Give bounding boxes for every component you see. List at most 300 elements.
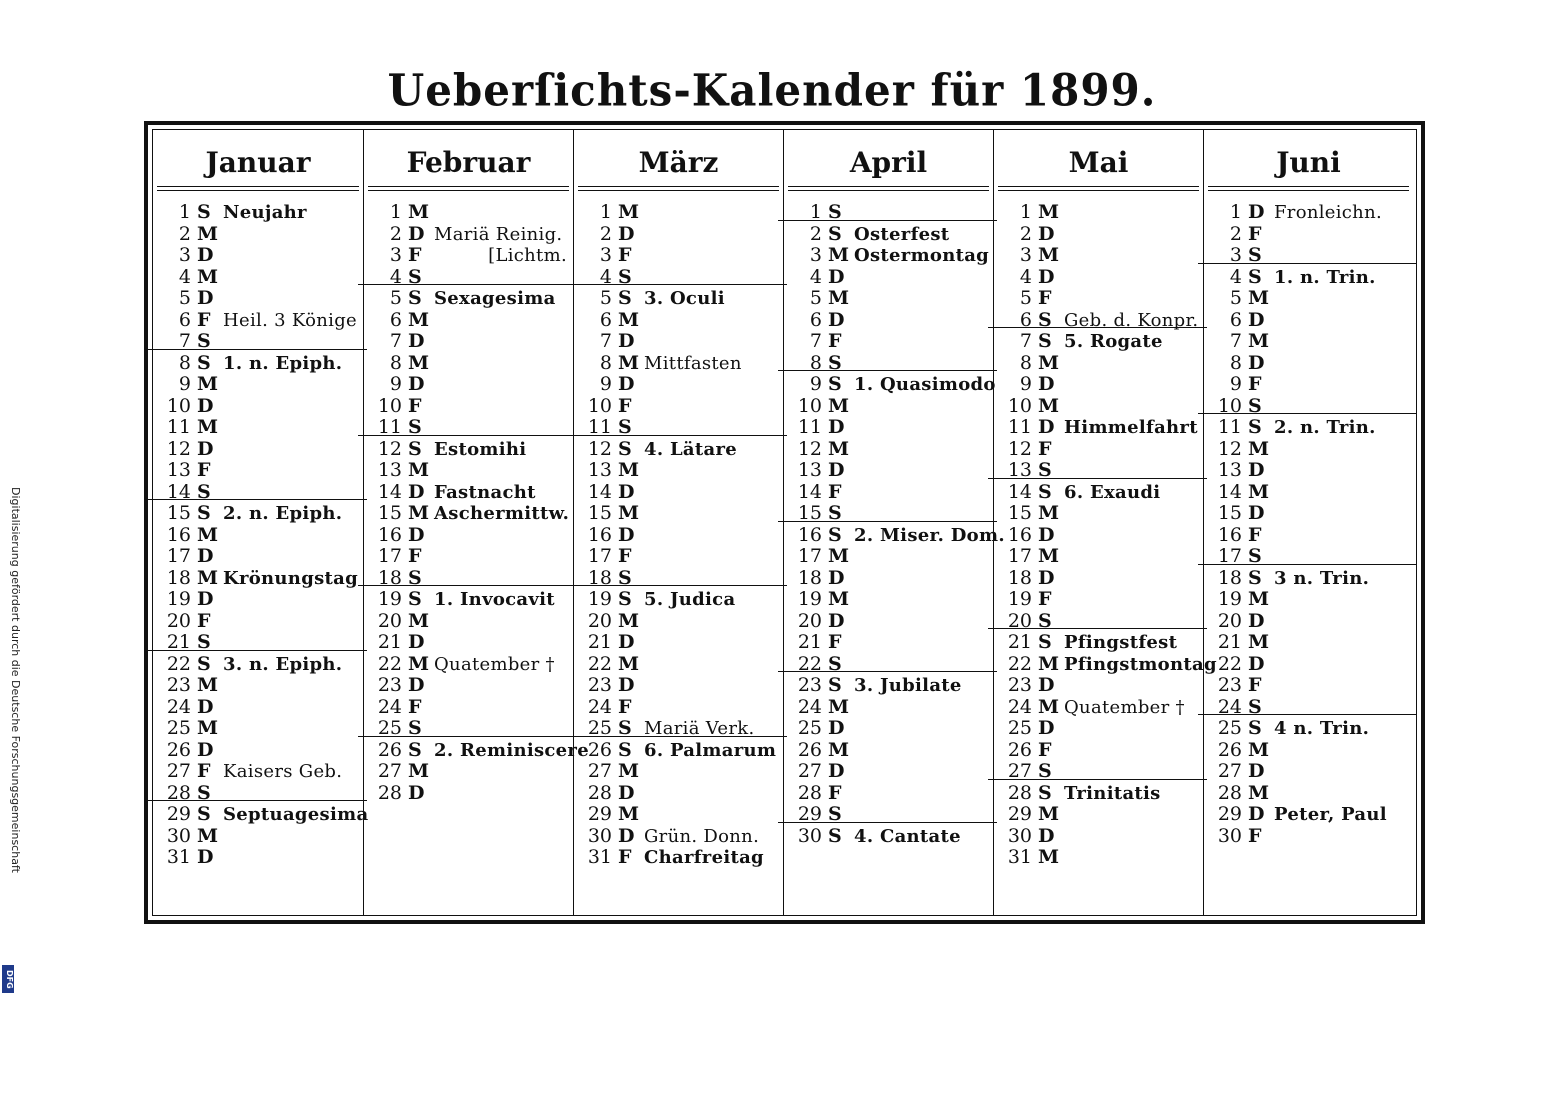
day-row: [574, 374, 783, 396]
weekday-letter: S: [618, 287, 632, 309]
weekday-letter: D: [1038, 674, 1055, 696]
day-number: 4: [809, 265, 822, 288]
day-row: [784, 310, 993, 332]
day-number: 9: [1019, 373, 1032, 395]
day-number: 3: [809, 244, 822, 266]
weekday-letter: M: [1248, 437, 1270, 460]
weekday-letter: S: [828, 351, 842, 374]
day-number: 30: [797, 824, 822, 847]
day-number: 20: [1007, 609, 1032, 632]
day-number: 27: [1007, 760, 1032, 782]
day-number: 11: [1217, 416, 1242, 438]
day-row: [784, 224, 993, 246]
day-number: 19: [587, 588, 612, 610]
day-row: [364, 310, 573, 332]
day-number: 19: [797, 588, 822, 610]
day-note: Mariä Verk.: [644, 718, 755, 739]
day-note: 6. Exaudi: [1064, 481, 1161, 503]
day-note: 1. Quasimodo: [854, 374, 996, 395]
day-note: Septuagesima: [223, 804, 369, 825]
side-note: Digitalisierung gefördert durch die Deutsche Forschungsgemeinschaft: [9, 487, 22, 873]
day-note: 5. Judica: [644, 589, 736, 610]
day-number: 29: [587, 803, 612, 825]
day-number: 2: [389, 222, 402, 245]
day-row: [784, 417, 993, 439]
weekday-letter: F: [408, 695, 422, 718]
day-row: [784, 589, 993, 611]
day-row: [574, 847, 783, 869]
day-number: 16: [587, 523, 612, 546]
weekday-letter: D: [618, 373, 635, 395]
day-number: 1: [1229, 201, 1242, 223]
day-number: 22: [377, 652, 402, 675]
day-note: Himmelfahrt: [1064, 417, 1198, 438]
weekday-letter: S: [828, 523, 842, 546]
weekday-letter: S: [1038, 631, 1052, 653]
day-row: [784, 546, 993, 568]
day-row: [153, 761, 363, 783]
weekday-letter: M: [408, 609, 430, 632]
day-row: [1204, 718, 1413, 740]
day-number: 21: [587, 631, 612, 653]
day-row: [994, 331, 1203, 353]
day-row: [1204, 482, 1413, 504]
day-note: Estomihi: [434, 438, 527, 460]
day-note: Ostermontag: [854, 245, 990, 266]
day-number: 24: [1007, 695, 1032, 718]
day-row: [574, 439, 783, 461]
day-number: 21: [377, 631, 402, 653]
weekday-letter: S: [1248, 566, 1262, 589]
day-number: 28: [797, 781, 822, 804]
weekday-letter: M: [197, 566, 219, 589]
weekday-letter: M: [408, 308, 430, 331]
weekday-letter: D: [197, 846, 214, 868]
day-row: [1204, 675, 1413, 697]
day-number: 7: [389, 330, 402, 352]
day-number: 25: [1007, 717, 1032, 739]
calendar-frame: [144, 121, 1425, 924]
weekday-letter: D: [1038, 523, 1055, 546]
day-number: 17: [377, 545, 402, 567]
weekday-letter: F: [408, 244, 422, 266]
day-number: 15: [166, 502, 191, 524]
day-number: 8: [389, 351, 402, 374]
weekday-letter: S: [828, 201, 842, 223]
day-row: [153, 353, 363, 375]
weekday-letter: M: [197, 717, 219, 739]
weekday-letter: S: [828, 502, 842, 524]
weekday-letter: F: [828, 330, 842, 352]
day-row: [1204, 632, 1413, 654]
day-note: 5. Rogate: [1064, 331, 1163, 352]
weekday-letter: D: [1248, 803, 1265, 825]
day-number: 19: [166, 588, 191, 610]
day-number: 14: [797, 480, 822, 503]
weekday-letter: M: [1248, 480, 1270, 503]
weekday-letter: D: [1248, 502, 1265, 524]
month-column-april: [783, 130, 1005, 915]
weekday-letter: S: [197, 631, 211, 653]
day-number: 25: [166, 717, 191, 739]
day-row: [364, 697, 573, 719]
day-number: 29: [797, 803, 822, 825]
day-row: [784, 761, 993, 783]
day-row: [574, 761, 783, 783]
day-number: 28: [1217, 781, 1242, 804]
day-row: [1204, 568, 1413, 590]
day-row: [1204, 310, 1413, 332]
header-rule: [1208, 186, 1409, 191]
day-row: [153, 568, 363, 590]
day-row: [574, 697, 783, 719]
day-number: 18: [1007, 566, 1032, 589]
day-row: [994, 396, 1203, 418]
weekday-letter: S: [197, 330, 211, 352]
weekday-letter: M: [618, 760, 640, 782]
day-number: 26: [587, 738, 612, 761]
day-note: Pfingstmontag: [1064, 653, 1217, 675]
weekday-letter: M: [408, 201, 430, 223]
day-number: 4: [1019, 265, 1032, 288]
day-row: [364, 589, 573, 611]
weekday-letter: M: [618, 459, 640, 481]
day-number: 16: [797, 523, 822, 546]
day-number: 9: [599, 373, 612, 395]
weekday-letter: D: [197, 545, 214, 567]
day-row: [574, 310, 783, 332]
weekday-letter: D: [618, 330, 635, 352]
day-row: [784, 482, 993, 504]
day-number: 6: [599, 308, 612, 331]
day-row: [784, 718, 993, 740]
weekday-letter: S: [197, 781, 211, 804]
weekday-letter: S: [1038, 781, 1052, 804]
header-rule: [368, 186, 569, 191]
weekday-letter: M: [828, 695, 850, 718]
day-row: [784, 523, 1005, 547]
weekday-letter: D: [828, 609, 845, 632]
day-row: [364, 353, 573, 375]
day-number: 7: [809, 330, 822, 352]
day-number: 12: [587, 437, 612, 460]
day-row: [1204, 353, 1413, 375]
day-row: [1204, 804, 1413, 826]
day-note: 3. Oculi: [644, 288, 725, 309]
day-row: [994, 353, 1203, 375]
day-note: 4 n. Trin.: [1274, 718, 1370, 739]
day-number: 24: [797, 695, 822, 718]
weekday-letter: M: [618, 308, 640, 331]
day-number: 6: [1019, 308, 1032, 331]
day-number: 29: [1217, 803, 1242, 825]
day-row: [1204, 783, 1413, 805]
weekday-letter: F: [1038, 437, 1052, 460]
day-note: Quatember †: [1064, 696, 1185, 718]
day-number: 17: [166, 545, 191, 567]
day-row: [784, 439, 993, 461]
day-note: Fastnacht: [434, 481, 536, 503]
day-number: 9: [809, 373, 822, 395]
day-number: 13: [1007, 459, 1032, 481]
day-row: [994, 675, 1203, 697]
day-number: 31: [587, 846, 612, 868]
weekday-letter: S: [618, 738, 632, 761]
weekday-letter: M: [197, 674, 219, 696]
day-row: [364, 482, 573, 504]
day-number: 11: [1007, 416, 1032, 438]
day-note: 2. n. Trin.: [1274, 417, 1376, 438]
day-number: 12: [797, 437, 822, 460]
weekday-letter: D: [197, 738, 214, 761]
weekday-letter: D: [1248, 201, 1265, 223]
month-name: April: [849, 146, 928, 179]
day-number: 12: [166, 437, 191, 460]
day-row: [364, 761, 573, 783]
day-number: 1: [809, 201, 822, 223]
weekday-letter: S: [197, 502, 211, 524]
day-row: [574, 482, 783, 504]
weekday-letter: D: [1248, 760, 1265, 782]
day-number: 22: [166, 652, 191, 675]
day-number: 20: [1217, 609, 1242, 632]
day-number: 25: [587, 717, 612, 739]
day-note: Trinitatis: [1064, 782, 1161, 804]
day-note: 4. Cantate: [854, 825, 961, 847]
month-column-februar: [363, 130, 589, 915]
day-row: [153, 374, 363, 396]
day-row: [994, 740, 1203, 762]
weekday-letter: D: [408, 330, 425, 352]
day-number: 5: [1229, 287, 1242, 309]
day-number: 21: [1007, 631, 1032, 653]
weekday-letter: S: [618, 588, 632, 610]
day-note: 6. Palmarum: [644, 739, 777, 761]
weekday-letter: D: [408, 631, 425, 653]
day-row: [153, 245, 363, 267]
day-number: 6: [809, 308, 822, 331]
weekday-letter: D: [828, 308, 845, 331]
day-number: 20: [797, 609, 822, 632]
day-row: [364, 288, 573, 310]
day-number: 27: [166, 760, 191, 782]
day-number: 23: [1007, 674, 1032, 696]
weekday-letter: F: [828, 631, 842, 653]
day-row: [784, 675, 993, 697]
weekday-letter: M: [197, 824, 219, 847]
day-row: [153, 503, 363, 525]
day-number: 9: [1229, 373, 1242, 395]
day-row: [364, 611, 573, 633]
day-list: [153, 201, 369, 869]
day-number: 17: [587, 545, 612, 567]
day-row: [1204, 525, 1413, 547]
weekday-letter: F: [1248, 523, 1262, 546]
weekday-letter: D: [408, 781, 425, 804]
weekday-letter: S: [1248, 545, 1262, 567]
day-row: [574, 224, 783, 246]
day-number: 28: [166, 781, 191, 804]
day-number: 30: [1217, 824, 1242, 847]
weekday-letter: S: [197, 201, 211, 223]
day-note: 1. n. Trin.: [1274, 266, 1376, 288]
month-name: Mai: [1068, 146, 1129, 179]
weekday-letter: D: [1248, 351, 1265, 374]
day-number: 25: [797, 717, 822, 739]
month-column-juni: [1203, 130, 1413, 915]
header-rule: [578, 186, 779, 191]
weekday-letter: M: [1038, 545, 1060, 567]
weekday-letter: D: [828, 566, 845, 589]
day-list: [364, 201, 589, 804]
day-number: 12: [1007, 437, 1032, 460]
day-number: 15: [797, 502, 822, 524]
day-number: 10: [797, 394, 822, 417]
day-note: Sexagesima: [434, 288, 556, 309]
day-number: 16: [1007, 523, 1032, 546]
day-number: 22: [1007, 652, 1032, 675]
day-row: [1204, 267, 1413, 289]
header-rule: [788, 186, 989, 191]
weekday-letter: S: [1038, 308, 1052, 331]
weekday-letter: M: [828, 545, 850, 567]
weekday-letter: M: [1248, 330, 1270, 352]
day-row: [574, 611, 783, 633]
day-number: 8: [1229, 351, 1242, 374]
day-number: 15: [1007, 502, 1032, 524]
day-row: [784, 783, 993, 805]
weekday-letter: S: [828, 373, 842, 395]
weekday-letter: F: [1248, 222, 1262, 245]
day-row: [574, 589, 783, 611]
day-number: 25: [377, 717, 402, 739]
day-note: Charfreitag: [644, 847, 764, 868]
day-number: 18: [377, 566, 402, 589]
day-row: [153, 546, 363, 568]
day-row: [784, 245, 993, 267]
weekday-letter: S: [618, 566, 632, 589]
day-list: [994, 201, 1217, 869]
weekday-letter: S: [828, 824, 842, 847]
day-row: [153, 826, 363, 848]
day-number: 24: [1217, 695, 1242, 718]
day-number: 17: [797, 545, 822, 567]
weekday-letter: S: [408, 588, 422, 610]
weekday-letter: M: [828, 287, 850, 309]
day-number: 16: [166, 523, 191, 546]
day-number: 22: [1217, 652, 1242, 675]
weekday-letter: D: [828, 760, 845, 782]
day-note: [Lichtm.: [488, 245, 567, 266]
day-number: 15: [1217, 502, 1242, 524]
day-row: [994, 417, 1203, 439]
day-row: [994, 525, 1203, 547]
day-row: [153, 525, 363, 547]
day-row: [1204, 331, 1413, 353]
day-note: 1. Invocavit: [434, 589, 555, 610]
day-row: [784, 288, 993, 310]
day-note: Grün. Donn.: [644, 825, 760, 847]
day-row: [364, 374, 573, 396]
weekday-letter: M: [408, 351, 430, 374]
day-number: 28: [1007, 781, 1032, 804]
day-row: [574, 503, 783, 525]
day-row: [574, 675, 783, 697]
day-row: [1204, 224, 1413, 246]
day-row: [364, 783, 573, 805]
day-row: [994, 697, 1203, 719]
day-row: [994, 245, 1203, 267]
day-number: 26: [1217, 738, 1242, 761]
weekday-letter: F: [1038, 738, 1052, 761]
day-number: 10: [166, 394, 191, 417]
weekday-letter: M: [408, 652, 430, 675]
day-number: 23: [377, 674, 402, 696]
day-row: [784, 568, 993, 590]
dfg-logo: DFG: [2, 965, 14, 993]
weekday-letter: M: [828, 244, 850, 266]
day-number: 16: [377, 523, 402, 546]
weekday-letter: D: [828, 265, 845, 288]
day-row: [784, 331, 993, 353]
weekday-letter: M: [1038, 695, 1060, 718]
day-note: Quatember †: [434, 653, 555, 675]
weekday-letter: D: [1248, 652, 1265, 675]
day-row: [994, 783, 1203, 805]
day-number: 27: [377, 760, 402, 782]
day-number: 30: [166, 824, 191, 847]
day-number: 8: [809, 351, 822, 374]
day-row: [153, 803, 369, 826]
day-number: 1: [1019, 201, 1032, 223]
day-row: [994, 224, 1203, 246]
day-note: 2. n. Epiph.: [223, 503, 343, 524]
day-number: 19: [377, 588, 402, 610]
day-number: 13: [166, 459, 191, 481]
day-note: Kaisers Geb.: [223, 761, 343, 782]
weekday-letter: D: [1038, 265, 1055, 288]
day-number: 1: [389, 201, 402, 223]
day-number: 7: [599, 330, 612, 352]
day-row: [364, 245, 573, 267]
day-number: 20: [166, 609, 191, 632]
day-number: 19: [1217, 588, 1242, 610]
weekday-letter: M: [1038, 846, 1060, 868]
weekday-letter: S: [197, 480, 211, 503]
weekday-letter: M: [618, 652, 640, 675]
day-number: 21: [797, 631, 822, 653]
day-number: 7: [178, 330, 191, 352]
weekday-letter: M: [1038, 351, 1060, 374]
day-note: 3. Jubilate: [854, 675, 962, 696]
day-row: [364, 224, 573, 246]
weekday-letter: S: [1038, 760, 1052, 782]
weekday-letter: S: [408, 437, 422, 460]
day-number: 15: [377, 502, 402, 524]
weekday-letter: D: [1038, 222, 1055, 245]
day-number: 26: [797, 738, 822, 761]
day-number: 1: [599, 201, 612, 223]
weekday-letter: S: [1248, 265, 1262, 288]
weekday-letter: M: [408, 459, 430, 481]
day-number: 10: [1217, 394, 1242, 417]
weekday-letter: D: [618, 631, 635, 653]
day-note: Pfingstfest: [1064, 632, 1178, 653]
weekday-letter: M: [1248, 287, 1270, 309]
weekday-letter: M: [1038, 201, 1060, 223]
day-row: [153, 267, 363, 289]
day-number: 11: [166, 416, 191, 438]
